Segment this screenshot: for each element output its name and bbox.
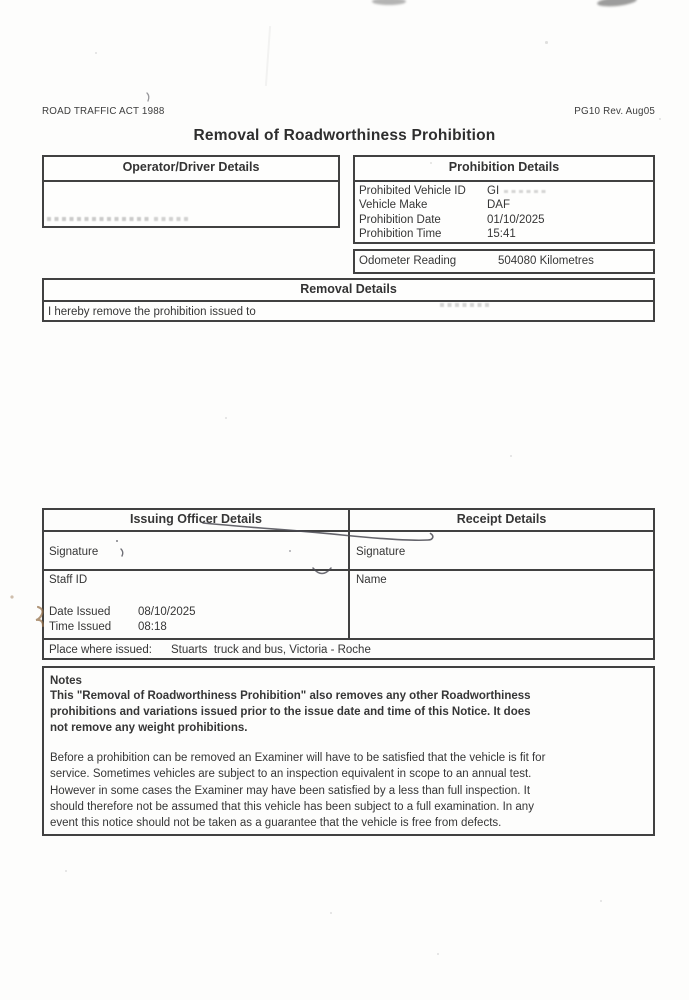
prohibition-time-row [359,227,653,241]
notes-box [42,666,655,836]
receipt-details-header: Receipt Details [456,512,547,526]
scan-speck [330,912,332,914]
prohibition-time-value: 15:41 [487,228,516,241]
place-issued-label: Place where issued: [49,644,152,656]
notes-paragraph-gap [50,737,653,750]
receipt-signature-label: Signature [356,546,406,558]
prohibition-details-header: Prohibition Details [355,157,653,182]
operator-redacted-text [47,217,149,221]
notes-p2-line: event this notice should not be taken as a guarantee that the vehicle is free from defects. [50,817,502,830]
scan-speck [510,455,512,457]
removal-statement: I hereby remove the prohibition issued to [48,306,256,318]
prohibited-vehicle-id-label: Prohibited Vehicle ID [359,185,466,197]
vehicle-make-label: Vehicle Make [359,199,428,212]
removal-details-header: Removal Details [44,280,653,302]
scan-smudge-top-1 [372,0,406,5]
scan-speck [437,953,439,955]
notes-p1-line: not remove any weight prohibitions. [50,721,248,734]
notes-p2-line: service. Sometimes vehicles are subject to an inspection equivalent in scope to an annual test. [50,768,532,781]
removal-details-box [42,278,655,322]
brown-ink-dot [10,595,13,598]
issuing-officer-header: Issuing Officer Details [130,512,262,526]
issuing-signature-label: Signature [49,546,99,558]
scan-speck [545,41,548,44]
place-issued-value: Stuarts truck and bus, Victoria - Roche [171,644,371,656]
table-place-divider [44,638,653,640]
scan-smudge-top-2 [597,0,638,8]
issuing-receipt-table [42,508,655,660]
odometer-box [353,249,655,274]
odometer-value: 504080 Kilometres [498,255,594,267]
odometer-row [355,251,653,271]
prohibition-date-row [359,213,653,227]
pen-apostrophe-mark [147,93,149,101]
removal-redacted-text [440,303,492,307]
notes-p1-line: prohibitions and variations issued prior to the issue date and time of this Notice. It does [50,705,531,718]
notes-header: Notes [50,675,82,687]
table-header-divider [44,530,653,532]
scan-speck [95,52,97,54]
prohibition-date-value: 01/10/2025 [487,213,545,226]
operator-redacted-text-2 [154,217,190,221]
notes-p2-line: should therefore not be assumed that this vehicle has been subject to a full examination. In any [50,800,534,813]
date-issued-label: Date Issued [49,606,111,618]
odometer-label: Odometer Reading [359,255,457,267]
vehicle-id-redacted-suffix [504,190,548,193]
act-reference: ROAD TRAFFIC ACT 1988 [42,106,165,117]
notes-p2-line: Before a prohibition can be removed an Examiner will have to be satisfied that the vehicle is fit for [50,751,546,764]
prohibition-time-label: Prohibition Time [359,228,442,241]
notes-p1-line: This "Removal of Roadworthiness Prohibition" also removes any other Roadworthiness [50,690,531,702]
prohibition-date-label: Prohibition Date [359,213,441,226]
notes-p2-line: However in some cases the Examiner may have been satisfied by a less than full inspection. It [50,784,531,797]
vehicle-make-row [359,198,653,212]
table-signature-divider [44,569,653,571]
operator-details-header: Operator/Driver Details [44,157,338,182]
form-revision: PG10 Rev. Aug05 [574,106,655,117]
scan-speck [65,870,67,872]
time-issued-label: Time Issued [49,621,112,633]
scan-crease [265,26,271,86]
staff-id-label: Staff ID [49,574,88,586]
time-issued-value: 08:18 [138,621,167,633]
prohibition-details-box [353,155,655,244]
scan-speck [430,162,432,164]
scan-speck [600,900,602,902]
form-title: Removal of Roadworthiness Prohibition [193,127,496,144]
vehicle-make-value: DAF [487,199,510,212]
scan-speck [659,118,661,120]
date-issued-value: 08/10/2025 [138,606,196,618]
name-label: Name [356,574,387,586]
prohibited-vehicle-id-value: GI [487,185,500,197]
scan-speck [225,417,227,419]
